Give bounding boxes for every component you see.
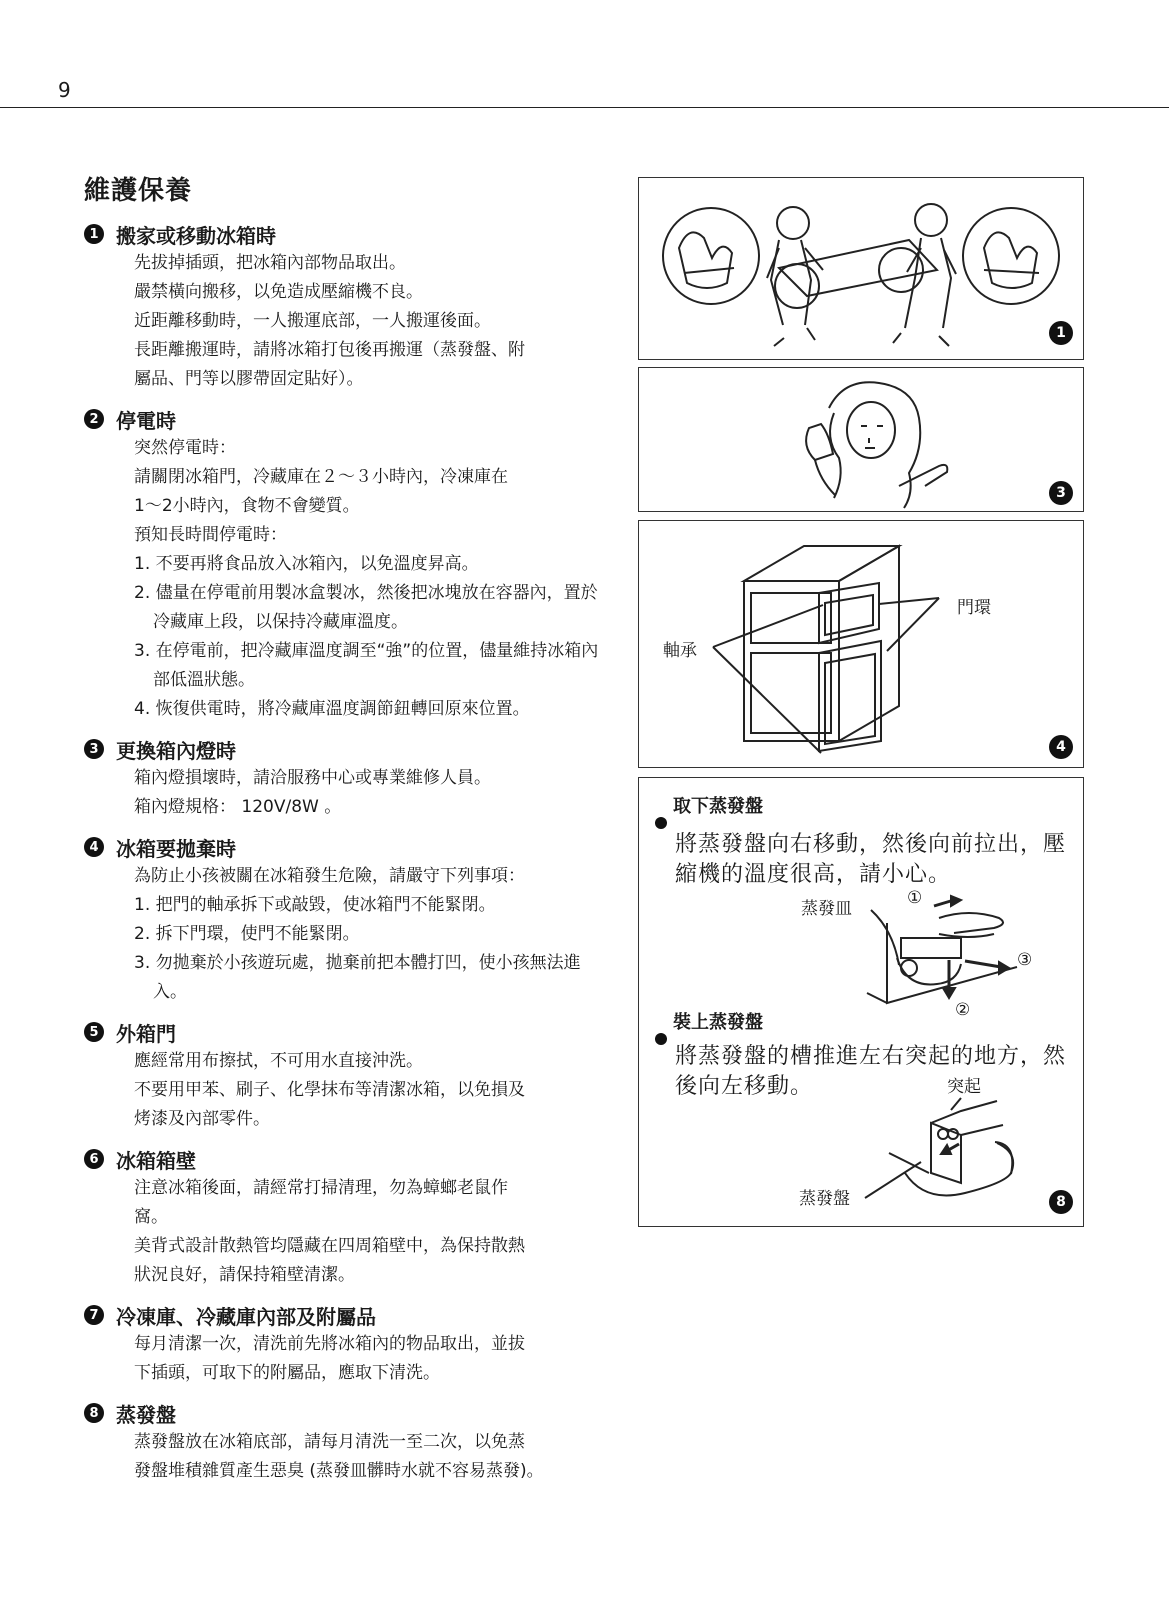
- list-item: 3. 勿拋棄於小孩遊玩處，拋棄前把本體打凹，使小孩無法進入。: [134, 953, 581, 1002]
- step-1-marker: ①: [907, 888, 923, 908]
- header-rule: [0, 107, 1169, 108]
- list-item: 3. 在停電前，把冷藏庫溫度調至“強”的位置，儘量維持冰箱內部低溫狀態。: [134, 641, 599, 690]
- page-title: 維護保養: [84, 176, 193, 206]
- section-disposal: [84, 832, 604, 1007]
- figure-door-parts: [638, 520, 1084, 768]
- section-moving: [84, 219, 604, 394]
- section-heading: 更換箱內燈時: [116, 738, 236, 763]
- section-number-badge: 4: [84, 837, 104, 857]
- remove-tray-title: 取下蒸發盤: [673, 796, 763, 817]
- section-line: 下插頭，可取下的附屬品，應取下清洗。: [134, 1363, 440, 1383]
- section-line: 不要用甲苯、刷子、化學抹布等清潔冰箱，以免損及: [134, 1080, 525, 1100]
- figure-number-badge: 8: [1049, 1190, 1073, 1214]
- section-replace-lamp: [84, 734, 604, 822]
- section-line: 箱內燈損壞時，請洽服務中心或專業維修人員。: [134, 768, 491, 788]
- section-power-outage: [84, 404, 604, 724]
- service-call-illustration: [639, 368, 1083, 511]
- section-line: 美背式設計散熱管均隱藏在四周箱壁中，為保持散熱: [134, 1236, 525, 1256]
- section-cabinet-wall: [84, 1144, 604, 1290]
- section-heading: 冰箱要拋棄時: [116, 836, 236, 861]
- section-heading: 搬家或移動冰箱時: [116, 223, 276, 248]
- figure-number-badge: 4: [1049, 735, 1073, 759]
- section-line: 蒸發盤放在冰箱底部，請每月清洗一至二次，以免蒸: [134, 1432, 525, 1452]
- figure-number-badge: 3: [1049, 481, 1073, 505]
- remove-tray-text: 將蒸發盤向右移動，然後向前拉出，壓: [675, 832, 1067, 857]
- section-line: 每月清潔一次，清洗前先將冰箱內的物品取出，並拔: [134, 1334, 525, 1354]
- section-outer-door: [84, 1017, 604, 1134]
- install-tray-text: 將蒸發盤的槽推進左右突起的地方，然: [675, 1044, 1067, 1069]
- section-line: 箱內燈規格： 120V/8W 。: [134, 797, 342, 817]
- section-heading: 停電時: [116, 408, 176, 433]
- section-line: 窩。: [134, 1207, 168, 1227]
- section-line: 屬品、門等以膠帶固定貼好）。: [134, 369, 364, 389]
- section-heading: 外箱門: [116, 1021, 176, 1046]
- section-line: 1～2小時內，食物不會變質。: [134, 496, 360, 516]
- section-evaporator-tray: [84, 1398, 604, 1486]
- section-line: 請關閉冰箱門，冷藏庫在２～３小時內，冷凍庫在: [134, 467, 508, 487]
- section-line: 先拔掉插頭，把冰箱內部物品取出。: [134, 253, 406, 273]
- remove-tray-text: 縮機的溫度很高，請小心。: [675, 862, 952, 887]
- section-line: 嚴禁橫向搬移，以免造成壓縮機不良。: [134, 282, 423, 302]
- section-heading: 冰箱箱壁: [116, 1148, 196, 1173]
- label-evap-dish: 蒸發皿: [801, 899, 852, 919]
- section-line: 預知長時間停電時：: [134, 525, 287, 545]
- section-number-badge: 2: [84, 409, 104, 429]
- install-tray-illustration: [639, 778, 1083, 1226]
- section-line: 烤漆及內部零件。: [134, 1109, 270, 1129]
- list-item: 4. 恢復供電時，將冷藏庫溫度調節鈕轉回原來位置。: [134, 699, 530, 719]
- section-heading: 冷凍庫、冷藏庫內部及附屬品: [116, 1304, 376, 1329]
- section-line: 近距離移動時，一人搬運底部，一人搬運後面。: [134, 311, 491, 331]
- section-number-badge: 7: [84, 1305, 104, 1325]
- list-item: 1. 不要再將食品放入冰箱內，以免溫度昇高。: [134, 554, 479, 574]
- install-tray-title: 裝上蒸發盤: [673, 1012, 763, 1033]
- figure-evaporator-tray: [638, 777, 1084, 1227]
- section-heading: 蒸發盤: [116, 1402, 176, 1427]
- refrigerator-diagram: [639, 521, 1083, 767]
- section-line: 狀況良好，請保持箱壁清潔。: [134, 1265, 355, 1285]
- section-line: 突然停電時：: [134, 438, 236, 458]
- section-number-badge: 1: [84, 224, 104, 244]
- list-item: 2. 拆下門環，使門不能緊閉。: [134, 924, 360, 944]
- label-protrusion: 突起: [947, 1077, 981, 1097]
- label-door-ring: 門環: [957, 598, 991, 618]
- maintenance-text-column: [84, 170, 604, 1496]
- step-2-marker: ②: [955, 1000, 971, 1020]
- section-line: 發盤堆積雜質產生惡臭 (蒸發皿髒時水就不容易蒸發)。: [134, 1461, 544, 1481]
- section-number-badge: 6: [84, 1149, 104, 1169]
- list-item: 2. 儘量在停電前用製冰盒製冰，然後把冰塊放在容器內，置於冷藏庫上段，以保持冷藏庫溫度。: [134, 583, 598, 632]
- section-number-badge: 8: [84, 1403, 104, 1423]
- list-item: 1. 把門的軸承拆下或敲毀，使冰箱門不能緊閉。: [134, 895, 496, 915]
- install-tray-text: 後向左移動。: [675, 1074, 814, 1099]
- figure-number-badge: 1: [1049, 321, 1073, 345]
- section-number-badge: 3: [84, 739, 104, 759]
- figure-service-call: [638, 367, 1084, 512]
- label-hinge: 軸承: [663, 641, 697, 661]
- page-number: 9: [58, 78, 71, 102]
- section-line: 應經常用布擦拭，不可用水直接沖洗。: [134, 1051, 423, 1071]
- label-evap-tray: 蒸發盤: [799, 1189, 850, 1209]
- step-3-marker: ③: [1017, 950, 1033, 970]
- section-number-badge: 5: [84, 1022, 104, 1042]
- section-line: 長距離搬運時，請將冰箱打包後再搬運（蒸發盤、附: [134, 340, 525, 360]
- section-line: 注意冰箱後面，請經常打掃清理，勿為蟑螂老鼠作: [134, 1178, 508, 1198]
- section-line: 為防止小孩被關在冰箱發生危險，請嚴守下列事項：: [134, 866, 525, 886]
- moving-illustration: [639, 178, 1083, 359]
- section-interior: [84, 1300, 604, 1388]
- figure-moving: [638, 177, 1084, 360]
